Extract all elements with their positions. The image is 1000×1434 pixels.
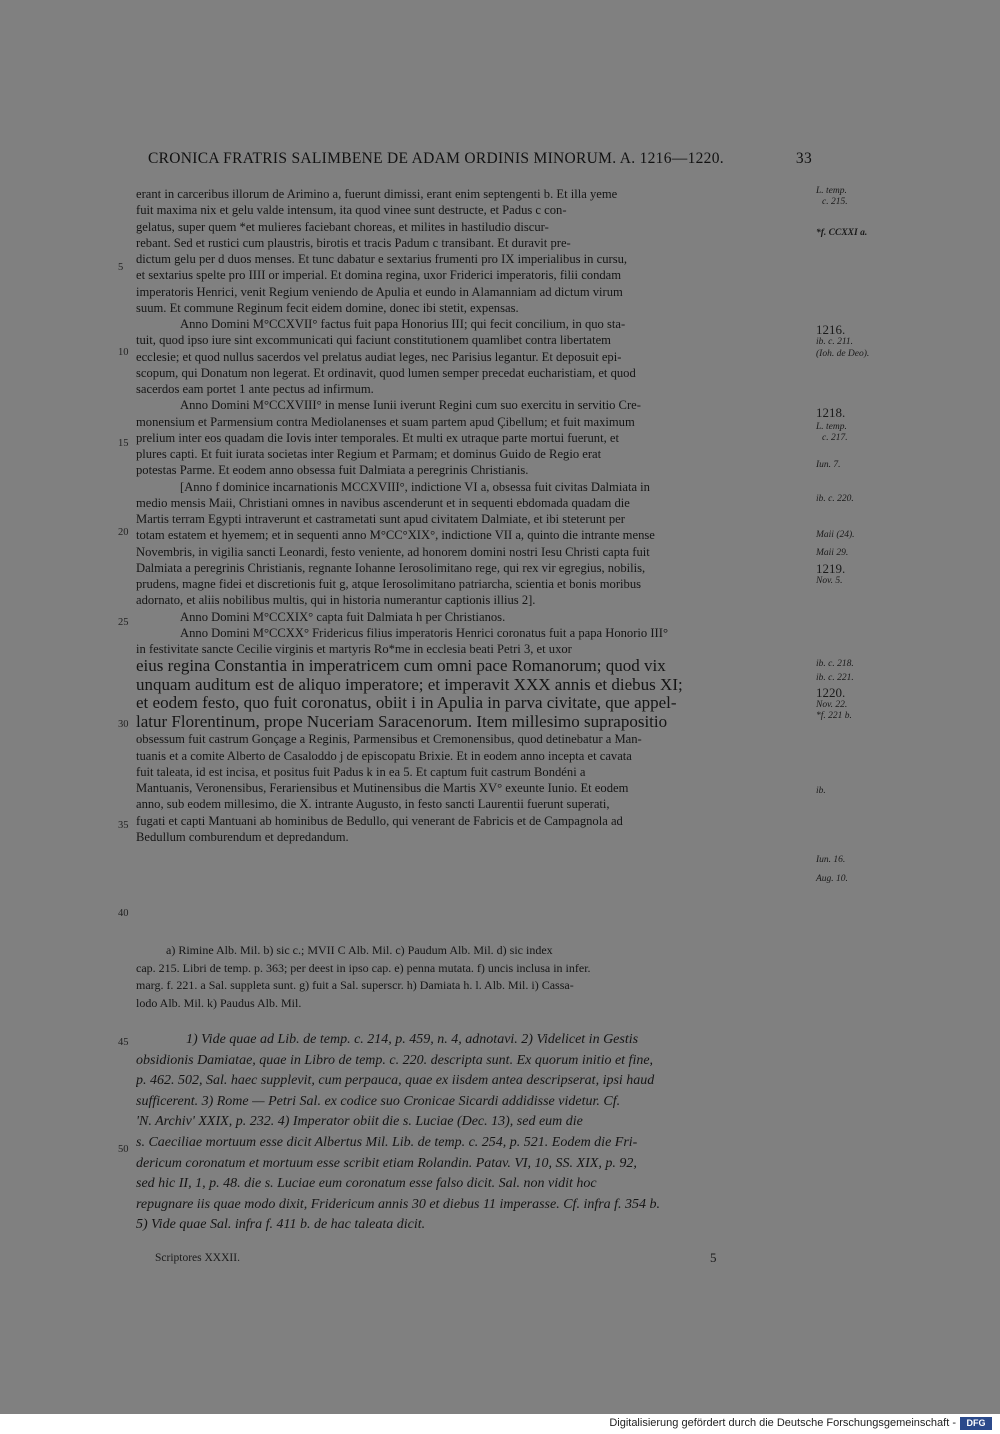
margin-note: ib. c. 220. (816, 494, 854, 504)
note-line: sufficerent. 3) Rome — Petri Sal. ex codice suo Cronicae Sicardi addidisse videtur. Cf. (136, 1093, 621, 1109)
margin-note: *f. 221 b. (816, 711, 852, 721)
text-line: Bedullum comburendum et depredandum. (136, 829, 349, 844)
footer-series: Scriptores XXXII. (155, 1252, 240, 1264)
funding-text: Digitalisierung gefördert durch die Deutsche Forschungsgemeinschaft - (609, 1417, 956, 1429)
text-line: Mantuanis, Veronensibus, Ferariensibus et Mutinensibus die Martis XV° exeunte Iunio. Et eodem (136, 781, 629, 795)
line-number: 35 (118, 820, 129, 831)
note-line: sed hic II, 1, p. 48. die s. Luciae eum coronatum esse falso dicit. Sal. non vidit hoc (136, 1176, 597, 1192)
note-line: 'N. Archiv' XXIX, p. 232. 4) Imperator obiit die s. Luciae (Dec. 13), sed eum die (136, 1114, 583, 1130)
text-line: Martis terram Egypti intraverunt et castrametati sunt apud civitatem Dalmiate, et ibi steterunt per (136, 512, 625, 526)
text-line: imperatoris Henrici, venit Regium veniendo de Apulia et eundo in Alamanniam ad dictum virum (136, 284, 623, 299)
margin-note: Maii (24). (816, 530, 855, 540)
text-line: totam estatem et hyemem; et in sequenti anno M°CC°XIX°, indictione VII a, quinto die intrante mense (136, 528, 655, 543)
note-line: repugnare iis quae modo dixit, Fridericum annis 30 et diebus 11 imperasse. Cf. infra f. 354 b. (136, 1196, 661, 1212)
text-line: latur Florentinum, prope Nuceriam Saracenorum. Item millesimo suprapositio (136, 712, 668, 731)
text-line: suum. Et commune Reginum fecit eidem domine, donec ibi stetit, expensas. (136, 300, 519, 315)
text-line: prudens, magne fidei et discretionis fuit g, atque Ierosolimitano patriarcha, scientia et bonis moribus (136, 577, 642, 591)
line-number: 45 (118, 1037, 129, 1048)
text-line: medio mensis Maii, Christiani omnes in navibus ascenderunt et in sequenti ebdomada quadam die (136, 495, 630, 510)
apparatus-line: marg. f. 221. a Sal. suppleta sunt. g) fuit a Sal. superscr. h) Damiata h. l. Alb. Mil. i) Cassa- (136, 978, 574, 992)
text-line: unquam auditum est de aliquo imperatore; et imperavit XXX annis et diebus XI; (136, 675, 683, 694)
line-number: 50 (118, 1144, 129, 1155)
apparatus-line: cap. 215. Libri de temp. p. 363; per deest in ipso cap. e) penna mutata. f) uncis inclusa in infer. (136, 960, 591, 975)
text-line: obsessum fuit castrum Gonçage a Reginis, Parmensibus et Cremonensibus, quod detinebatur a Man- (136, 732, 642, 747)
text-line: et sextarius spelte pro IIII or imperial. Et domina regina, uxor Friderici imperatoris, filii condam (136, 268, 622, 283)
margin-note: 1216. (816, 322, 846, 337)
apparatus-line: a) Rimine Alb. Mil. b) sic c.; MVII C Alb. Mil. c) Paudum Alb. Mil. d) sic index (166, 943, 553, 957)
margin-note: c. 217. (822, 433, 848, 443)
funding-bar (0, 1414, 1000, 1434)
text-line: eius regina Constantia in imperatricem cum omni pace Romanorum; quod vix (136, 657, 666, 676)
margin-note: L. temp. (816, 186, 847, 196)
line-number: 15 (118, 438, 129, 449)
text-line: et eodem festo, quo fuit coronatus, obiit i in Apulia in parva civitate, que appel- (136, 694, 677, 713)
dfg-logo-icon[interactable]: DFG (960, 1417, 992, 1430)
text-line: scopum, qui Donatum non legerat. Et ordinavit, quod lumen semper precedat eucharistiam, et quod (136, 365, 636, 380)
line-number: 5 (118, 262, 124, 273)
text-line: potestas Parme. Et eodem anno obsessa fuit Dalmiata a peregrinis Christianis. (136, 463, 529, 478)
text-line: tuanis et a comite Alberto de Casaloddo j de episcopatu Brixie. Et in eodem anno incepta et cavata (136, 748, 632, 763)
main-text (136, 186, 810, 845)
note-line: 5) Vide quae Sal. infra f. 411 b. de hac taleata dicit. (136, 1217, 426, 1233)
margin-note: Nov. 5. (816, 576, 843, 586)
text-line: Dalmiata a peregrinis Christianis, regnante Iohanne Ierosolimitano rege, qui rex vir egregius, nobilis, (136, 560, 646, 575)
margin-note: Iun. 7. (816, 460, 841, 470)
text-line: ecclesie; et quod nullus sacerdos vel prelatus audiat leges, nec Parisius legantur. Et deposuit epi- (136, 349, 622, 364)
text-line: gelatus, super quem *et mulieres faciebant choreas, et milites in hastiludio discur- (136, 219, 549, 234)
margin-note: *f. CCXXI a. (816, 228, 868, 238)
margin-note: ib. c. 221. (816, 673, 854, 683)
text-line: rebant. Sed et rustici cum plaustris, birotis et tracis Padum c transibant. Et duravit pre- (136, 235, 571, 250)
margin-note: Nov. 22. (816, 700, 848, 710)
footer-signature: 5 (710, 1250, 717, 1265)
note-line: p. 462. 502, Sal. haec supplevit, cum perpauca, quae ex iisdem antea descripserat, ipsi haud (136, 1073, 655, 1089)
text-line: plures capti. Et fuit iurata societas inter Regium et Parmam; et dominus Guido de Regio erat (136, 447, 602, 461)
line-number: 20 (118, 527, 129, 538)
margin-note: 1218. (816, 405, 846, 420)
margin-note: 1220. (816, 685, 846, 700)
margin-note: ib. c. 218. (816, 659, 854, 669)
text-line: fuit taleata, id est incisa, et positus fuit Padus k in ea 5. Et captum fuit castrum Bondéni a (136, 764, 586, 779)
note-line: s. Caeciliae mortuum esse dicit Albertus Mil. Lib. de temp. c. 254, p. 521. Eodem die Fri- (136, 1134, 638, 1150)
text-line: dictum gelu per d duos menses. Et tunc dabatur e sextarius frumenti pro IX imperialibus in cursu, (136, 252, 628, 266)
page-number: 33 (795, 150, 812, 167)
text-line: Anno Domini M°CCXX° Fridericus filius imperatoris Henrici coronatus fuit a papa Honorio III° (180, 625, 668, 640)
text-line: anno, sub eodem millesimo, die X. intrante Augusto, in festo sancti Laurentii fuerunt superati, (136, 797, 610, 812)
note-line: obsidionis Damiatae, quae in Libro de temp. c. 220. descripta sunt. Ex quorum initio et fine, (136, 1052, 654, 1068)
margin-note: ib. c. 211. (816, 337, 854, 347)
line-number: 30 (118, 719, 129, 730)
text-line: Anno Domini M°CCXVII° factus fuit papa Honorius III; qui fecit concilium, in quo sta- (180, 317, 626, 331)
text-line: monensium et Parmensium contra Mediolanenses et suam partem apud Çibellum; et fuit maximum (136, 414, 635, 429)
margin-note: 1219. (816, 561, 846, 576)
margin-note: ib. (816, 786, 826, 796)
margin-note: Maii 29. (816, 548, 849, 558)
text-line: tuit, quod ipso iure sint excommunicati qui faciunt constitutionem quamlibet contra libertatem (136, 333, 611, 348)
text-line: sacerdos eam portet 1 ante pectus ad infirmum. (136, 382, 374, 396)
line-number: 25 (118, 617, 129, 628)
text-line: [Anno f dominice incarnationis MCCXVIII°, indictione VI a, obsessa fuit civitas Dalmiata in (180, 479, 650, 494)
apparatus-line: lodo Alb. Mil. k) Paudus Alb. Mil. (136, 995, 302, 1010)
text-line: erant in carceribus illorum de Arimino a, fuerunt dimissi, erant enim septengenti b. Et illa yeme (136, 187, 618, 201)
margin-note: c. 215. (822, 197, 848, 207)
text-line: prelium inter eos quadam die Iovis inter temporales. Et multi ex utraque parte mortui fuerunt, et (136, 430, 619, 445)
margin-note: (Ioh. de Deo). (816, 349, 870, 359)
margin-note: L. temp. (816, 422, 847, 432)
note-line: 1) Vide quae ad Lib. de temp. c. 214, p. 459, n. 4, adnotavi. 2) Videlicet in Gestis (186, 1032, 639, 1047)
text-line: Anno Domini M°CCXVIII° in mense Iunii iverunt Regini cum suo exercitu in servitio Cre- (180, 398, 641, 413)
running-header (148, 150, 812, 168)
critical-apparatus (136, 942, 810, 1012)
text-line: fuit maxima nix et gelu valde intensum, ita quod vinee sunt destructe, et Padus c con- (136, 203, 567, 218)
text-line: in festivitate sancte Cecilie virginis et martyris Ro*me in ecclesia beati Petri 3, et uxor (136, 642, 572, 656)
explanatory-notes (136, 1030, 810, 1236)
margin-note: Aug. 10. (816, 874, 848, 884)
note-line: dericum coronatum et mortuum esse scribit etiam Rolandin. Patav. VI, 10, SS. XIX, p. 92, (136, 1155, 637, 1171)
line-number: 10 (118, 347, 129, 358)
text-line: adornato, et aliis nobilibus multis, qui in historia numerantur captionis illius 2]. (136, 593, 536, 608)
text-line: Anno Domini M°CCXIX° capta fuit Dalmiata h per Christianos. (180, 609, 506, 624)
line-number: 40 (118, 908, 129, 919)
margin-note: Iun. 16. (816, 855, 846, 865)
text-line: fugati et capti Mantuani ab hominibus de Bedullo, qui venerant de Fabricis et de Campagnola ad (136, 813, 623, 828)
text-line: Novembris, in vigilia sancti Leonardi, festo veniente, ad honorem domini nostri Iesu Christi capta fuit (136, 544, 650, 559)
header-title: CRONICA FRATRIS SALIMBENE DE ADAM ORDINIS MINORUM. A. 1216—1220. (148, 150, 724, 167)
